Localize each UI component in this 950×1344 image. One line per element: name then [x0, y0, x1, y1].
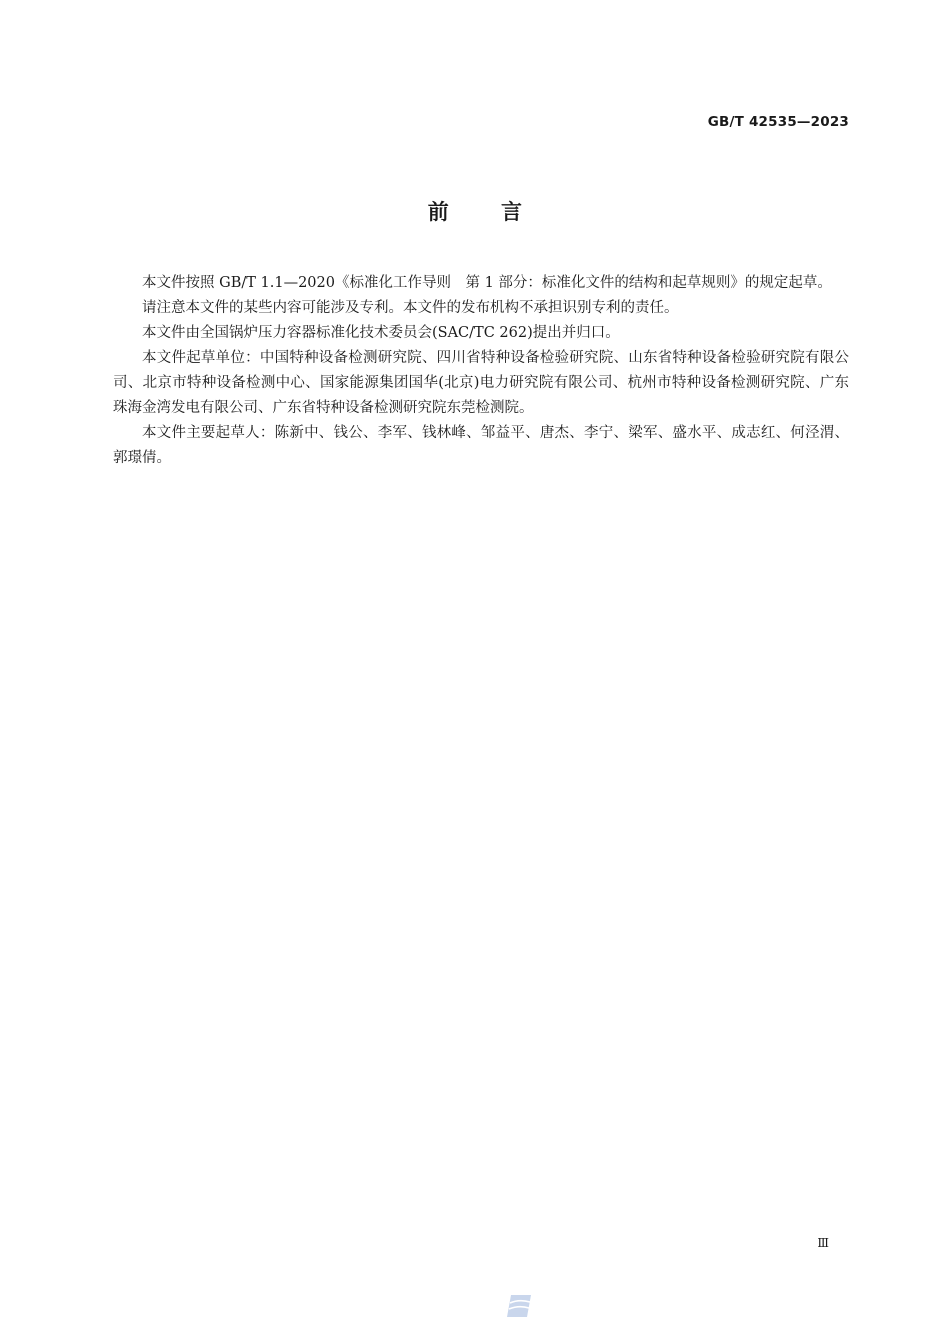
paragraph-proposer: 本文件由全国锅炉压力容器标准化技术委员会(SAC/TC 262)提出并归口。: [142, 325, 620, 341]
paragraph-drafters: 本文件主要起草人：陈新中、钱公、李军、钱林峰、邹益平、唐杰、李宁、梁军、盛水平、成志红、何泾渭、郭璟倩。: [113, 425, 849, 466]
paragraph-drafting-rules: 本文件按照 GB/T 1.1—2020《标准化工作导则 第 1 部分：标准化文件的结构和起草规则》的规定起草。: [142, 275, 832, 291]
title-char-1: 前: [427, 200, 449, 224]
standard-code: GB/T 42535—2023: [707, 114, 849, 130]
foreword-body: [113, 271, 849, 471]
paragraph-patent-notice: 请注意本文件的某些内容可能涉及专利。本文件的发布机构不承担识别专利的责任。: [142, 300, 679, 316]
title-char-2: 言: [501, 200, 523, 224]
sac-logo-icon: [505, 1294, 533, 1318]
page-title: [0, 196, 950, 226]
page-number: Ⅲ: [817, 1236, 829, 1250]
paragraph-drafting-units: 本文件起草单位：中国特种设备检测研究院、四川省特种设备检验研究院、山东省特种设备检验研究院有限公司、北京市特种设备检测中心、国家能源集团国华(北京)电力研究院有限公司、杭州市特种设备检测研究院、广东珠海金湾发电有限公司、广东省特种设备检测研究院东莞检测院。: [113, 350, 849, 416]
